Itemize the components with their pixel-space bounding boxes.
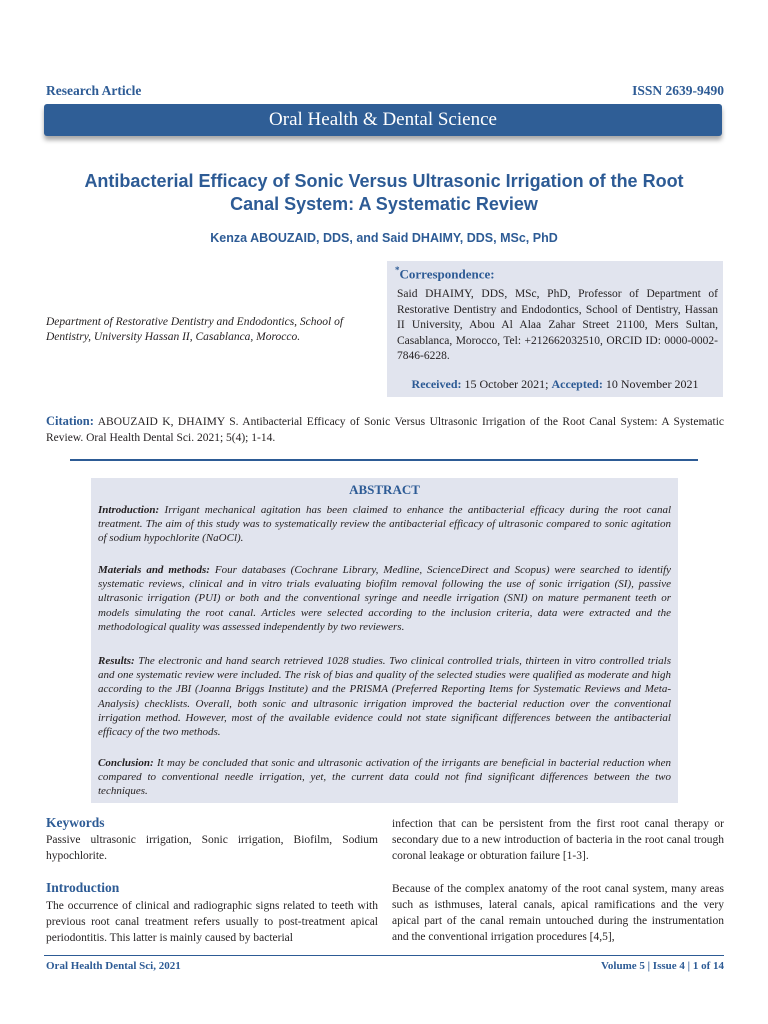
article-dates [387,377,723,392]
abstract-introduction [98,503,671,546]
introduction-text: The occurrence of clinical and radiographic signs related to teeth with previous root canal treatment refers usually to post-treatment apical periodontitis. This latter is mainly caused by bacterial [46,900,378,944]
body-paragraph-1: infection that can be persistent from the first root canal therapy or secondary due to a new introduction of bacteria in the root canal trough coronal leakage or obturation failure [1-3]. [392,818,724,862]
abstract-conclusion-label: Conclusion: [98,757,154,769]
abstract-results-text: The electronic and hand search retrieved 1028 studies. Two clinical controlled trials, thirteen in vitro controlled trials and one systematic review were included. The risk of bias and quality of the selected studies were qualified as moderate and high according to the JBI (Joanna Briggs Institute) and the PRISMA (Preferred Reporting Items for Systematic Reviews and Meta-Analysis) checklists. Overall, both sonic and ultrasonic irrigation improved the bacterial reduction over the conventional irrigation method. However, most of the available evidence could not state significant differences between the antibacterial efficacy of the two methods. [98,655,672,739]
body-paragraph-2: Because of the complex anatomy of the root canal system, many areas such as isthmuses, lateral canals, apical ramifications and the very apical part of the canal remain untouched during the instrumentation and the conventional irrigation procedures [4,5], [392,883,724,943]
footer-page-info: Volume 5 | Issue 4 | 1 of 14 [600,960,724,972]
abstract-methods-label: Materials and methods: [98,564,210,576]
introduction-heading: Introduction [46,880,120,895]
article-authors: Kenza ABOUZAID, DDS, and Said DHAIMY, DDS, MSc, PhD [210,231,558,245]
footer-journal: Oral Health Dental Sci, 2021 [46,960,181,972]
accepted-label: Accepted: [551,377,603,391]
received-label: Received: [411,377,462,391]
keywords-heading: Keywords [46,815,105,830]
section-divider [70,459,698,461]
abstract-conclusion-text: It may be concluded that sonic and ultrasonic activation of the irrigants are beneficial in bacterial reduction when compared to conventional needle irrigation, yet, the current data could not find significant differences between the two techniques. [98,757,672,798]
correspondence-text: Said DHAIMY, DDS, MSc, PhD, Professor of Department of Restorative Dentistry and Endodontics, School of Dentistry, Hassan II University, Abou Al Alaa Zahar Street 21100, Mers Sultan, Casablanca, Morocco, Tel: +212662032510, ORCID ID: 0000-0002-7846-6228. [397,288,718,363]
abstract-heading: ABSTRACT [349,482,420,497]
received-date: 15 October 2021; [464,377,549,391]
citation-label: Citation: [46,414,94,428]
correspondence-heading-text: Correspondence: [399,266,495,282]
abstract-introduction-label: Introduction: [98,504,160,516]
abstract-results [98,654,671,739]
journal-banner: Oral Health & Dental Science [44,104,722,136]
article-type-label: Research Article [46,83,142,98]
correspondence-heading [395,265,495,282]
abstract-conclusion [98,756,671,799]
author-affiliation: Department of Restorative Dentistry and Endodontics, School of Dentistry, University Hassan II, Casablanca, Morocco. [46,316,344,343]
abstract-methods-text: Four databases (Cochrane Library, Medline, ScienceDirect and Scopus) were searched to identify systematic reviews, clinical and in vitro trials evaluating biofilm removal following the use of sonic irrigation (SI), passive ultrasonic irrigation (PUI) or both and the conventional syringe and needle irrigation (SNI) on mature permanent teeth or models simulating the root canal. Articles were selected according to the inclusion criteria, data were extracted and the methodological quality was assessed independently by two reviewers. [98,564,671,633]
citation-text: ABOUZAID K, DHAIMY S. Antibacterial Efficacy of Sonic Versus Ultrasonic Irrigation of the Root Canal System: A Systematic Review. Oral Health Dental Sci. 2021; 5(4); 1-14. [46,416,724,444]
article-title: Antibacterial Efficacy of Sonic Versus Ultrasonic Irrigation of the Root Canal System: A Systematic Review [84,171,684,214]
abstract-introduction-text: Irrigant mechanical agitation has been claimed to enhance the antibacterial efficacy during the root canal treatment. The aim of this study was to systematically review the antibacterial efficacy of ultrasonic compared to sonic agitation of sodium hypochlorite (NaOCl). [98,504,671,545]
abstract-results-label: Results: [98,655,135,667]
footer-divider [44,955,724,956]
issn-label: ISSN 2639-9490 [632,83,724,98]
accepted-date: 10 November 2021 [605,377,699,391]
correspondence-marker: * [395,265,400,275]
abstract-methods [98,563,671,634]
keywords-text: Passive ultrasonic irrigation, Sonic irrigation, Biofilm, Sodium hypochlorite. [46,834,378,862]
citation [46,414,724,446]
